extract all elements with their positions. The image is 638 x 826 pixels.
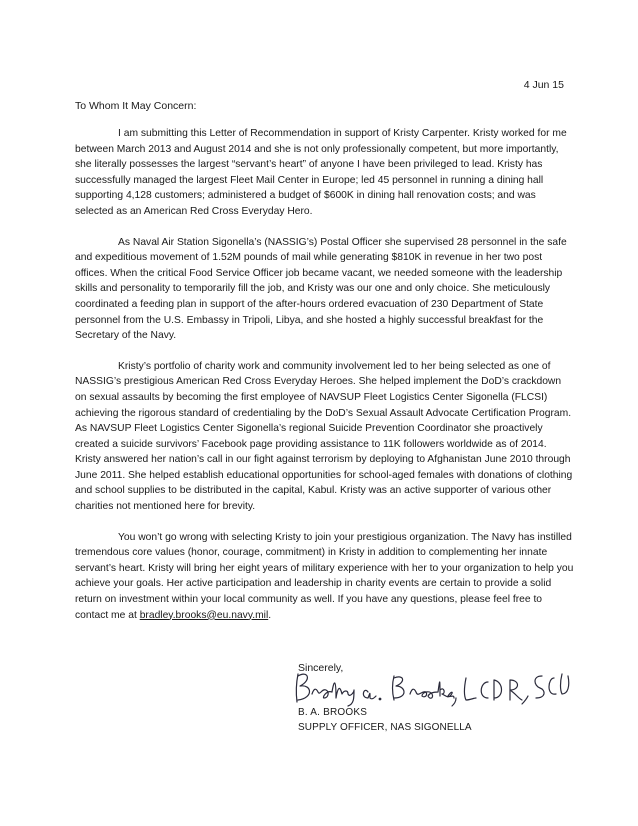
- paragraph-4: You won’t go wrong with selecting Kristy to join your prestigious organization. The Navy has instilled tremendous core values (honor, courage, commitment) in Kristy in addition to complementing her innate servant’s heart. Kristy will bring her eight years of military experience with her to your organization to help you achieve your goals. Her active participation and leadership in charity events are certain to provide a solid return on investment within your local community as well. If you have any questions, please feel free to contact me at bradley.brooks@eu.navy.mil.: [75, 531, 574, 621]
- paragraph-3: Kristy’s portfolio of charity work and community involvement led to her being selected as one of NASSIG’s prestigious American Red Cross Everyday Heroes. She helped implement the DoD’s crackdown on sexual assaults by becoming the first employee of NAVSUP Fleet Logistics Center Sigonella (FLCSI) achieving the rigorous standard of credentialing by the DoD’s Sexual Assault Advocate Certification Program. As NAVSUP Fleet Logistics Center Sigonella’s regional Suicide Prevention Coordinator she proactively created a suicide survivors’ Facebook page providing assistance to 11K followers worldwide as of 2014. Kristy answered her nation’s call in our fight against terrorism by deploying to Afghanistan June 2010 through June 2011. She helped establish educational opportunities for school-aged females with donations of clothing and school supplies to be distributed in the capital, Kabul. Kristy was an active supporter of various other charities not mentioned here for brevity.: [75, 360, 573, 513]
- letter-body: [75, 126, 575, 638]
- letter-date: 4 Jun 15: [523, 79, 564, 91]
- paragraph-2: As Naval Air Station Sigonella’s (NASSIG’s) Postal Officer she supervised 28 personnel in the safe and expeditious movement of 1.52M pounds of mail while generating $810K in revenue in her two post offices. When the critical Food Service Officer job became vacant, we needed someone with the leadership skills and personality to temporarily fill the job, and Kristy was our one and only choice. She meticulously coordinated a feeding plan in support of the after-hours ordered evacuation of 230 Department of State personnel from the U.S. Embassy in Tripoli, Libya, and she hosted a highly successful breakfast for the Secretary of the Navy.: [75, 236, 567, 342]
- handwritten-signature: [290, 668, 570, 708]
- salutation: To Whom It May Concern:: [75, 100, 197, 112]
- closing: Sincerely,: [298, 662, 344, 674]
- signer-title: SUPPLY OFFICER, NAS SIGONELLA: [298, 722, 472, 733]
- paragraph-4-text: You won’t go wrong with selecting Kristy to join your prestigious organization. The Navy has instilled tremendous core values (honor, courage, commitment) in Kristy in addition to complementing her innate servant’s heart. Kristy will bring her eight years of military experience with her to your organization to help you achieve your goals. Her active participation and leadership in charity events are certain to provide a solid return on investment within your local community as well. If you have any questions, please feel free to contact me at: [75, 531, 574, 621]
- contact-email-link[interactable]: bradley.brooks@eu.navy.mil: [139, 609, 269, 621]
- signer-name: B. A. BROOKS: [298, 707, 368, 718]
- paragraph-1: I am submitting this Letter of Recommendation in support of Kristy Carpenter. Kristy worked for me between March 2013 and August 2014 and she is not only professionally competent, but more importantly, she literally possesses the largest “servant’s heart” of anyone I have been privileged to lead. Kristy has successfully managed the largest Fleet Mail Center in Europe; led 45 personnel in running a dining hall supporting 4,128 customers; administered a budget of $600K in dining hall renovation costs; and was selected as an American Red Cross Everyday Hero.: [75, 128, 567, 217]
